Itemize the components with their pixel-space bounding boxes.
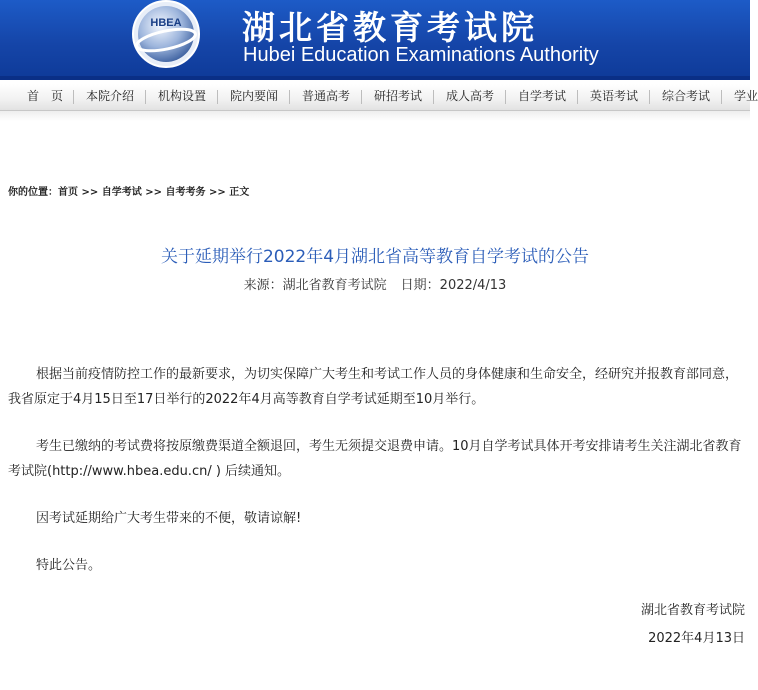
nav-item-self-study-exam[interactable]: 自学考试 (518, 89, 567, 103)
breadcrumb-exam-affairs[interactable]: 自考考务 (165, 187, 206, 198)
nav-item-about[interactable]: 本院介绍 (86, 89, 135, 103)
article-title: 关于延期举行2022年4月湖北省高等教育自学考试的公告 (160, 247, 590, 267)
nav-item-academic[interactable]: 学业 (734, 89, 758, 103)
nav-separator (73, 90, 74, 104)
nav-separator (649, 90, 650, 104)
article-sign-date: 2022年4月13日 (648, 631, 745, 646)
nav-separator (577, 90, 578, 104)
breadcrumb-self-study[interactable]: 自学考试 (101, 187, 142, 198)
article-source: 来源：湖北省教育考试院 (243, 278, 387, 293)
main-nav (0, 84, 758, 111)
nav-item-english-exam[interactable]: 英语考试 (590, 89, 639, 103)
nav-separator (721, 90, 722, 104)
breadcrumb-separator: >> (78, 187, 102, 198)
header-banner (0, 0, 750, 80)
nav-separator (433, 90, 434, 104)
nav-item-gaokao[interactable]: 普通高考 (302, 89, 351, 103)
nav-subband (0, 111, 750, 121)
hbea-logo[interactable] (130, 0, 202, 72)
breadcrumb-home[interactable]: 首页 (58, 187, 78, 198)
nav-separator (217, 90, 218, 104)
site-title-cn: 湖北省教育考试院 (242, 8, 538, 47)
breadcrumb-current: 正文 (229, 187, 250, 198)
article-meta (0, 274, 750, 293)
nav-separator (361, 90, 362, 104)
article-paragraph: 考生已缴纳的考试费将按原缴费渠道全额退回，考生无须提交退费申请。10月自学考试具体开考安排请考生关注湖北省教育考试院(http://www.hbea.edu.cn/ ) 后续通知。 (8, 439, 742, 479)
breadcrumb-label: 你的位置： (8, 187, 58, 198)
nav-item-graduate-exam[interactable]: 研招考试 (374, 89, 423, 103)
article-paragraph: 因考试延期给广大考生带来的不便，敬请谅解! (36, 511, 302, 526)
breadcrumb-separator: >> (141, 187, 166, 198)
nav-item-home[interactable]: 首 页 (27, 89, 64, 103)
nav-separator (289, 90, 290, 104)
site-title-en: Hubei Education Examinations Authority (243, 44, 599, 66)
nav-item-general-exam[interactable]: 综合考试 (662, 89, 711, 103)
svg-text:HBEA: HBEA (150, 17, 182, 29)
article-body (8, 362, 744, 600)
article-signature: 湖北省教育考试院 (640, 603, 745, 618)
nav-separator (145, 90, 146, 104)
breadcrumb-separator: >> (205, 187, 230, 198)
nav-item-news[interactable]: 院内要闻 (230, 89, 279, 103)
article-signature-block (641, 597, 745, 653)
nav-separator (505, 90, 506, 104)
nav-item-adult-exam[interactable]: 成人高考 (446, 89, 495, 103)
article-paragraph: 根据当前疫情防控工作的最新要求，为切实保障广大考生和考试工作人员的身体健康和生命安全，经研究并报教育部同意，我省原定于4月15日至17日举行的2022年4月高等教育自学考试延期至10月举行。 (8, 367, 739, 407)
article-paragraph: 特此公告。 (36, 558, 102, 573)
breadcrumb (8, 183, 249, 198)
article-date: 日期：2022/4/13 (400, 278, 507, 293)
nav-item-organization[interactable]: 机构设置 (158, 89, 207, 103)
